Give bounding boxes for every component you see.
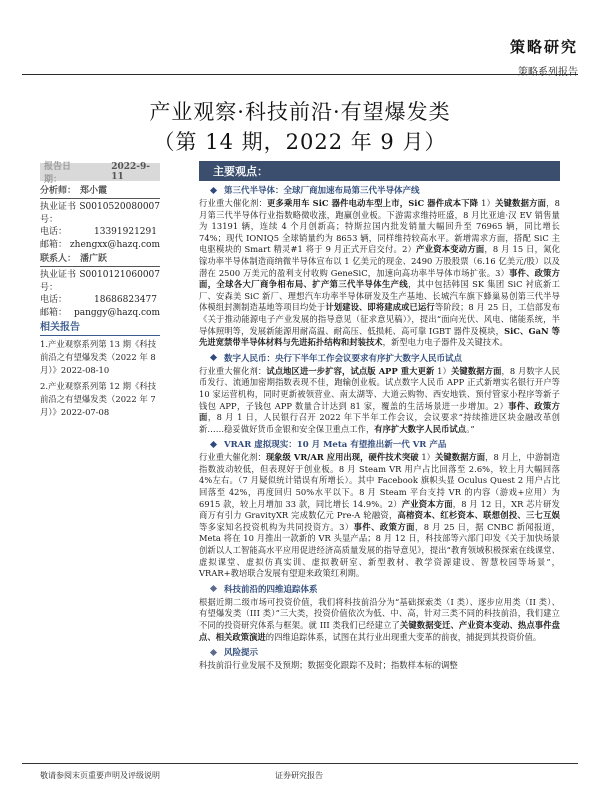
footer-divider bbox=[22, 763, 578, 764]
section-paragraph: 科技前沿行业发展不及预期；数据变化跟踪不及时；指数样本标的调整 bbox=[199, 660, 458, 671]
analyst-heading bbox=[40, 185, 160, 197]
analyst-email-label: 邮箱： bbox=[40, 239, 68, 250]
analyst-phone: 13391921291 bbox=[94, 227, 157, 238]
brand-title: 策略研究 bbox=[509, 38, 578, 56]
contact-phone-label: 电话： bbox=[40, 295, 68, 306]
contact-email-label: 邮箱： bbox=[40, 307, 68, 318]
section-title: 科技前沿的四维追踪体系 bbox=[224, 584, 318, 595]
contact-role: 联系人： bbox=[40, 254, 77, 265]
contact-cert-label: 执业证书号： bbox=[40, 270, 77, 293]
section-title: 风险提示 bbox=[224, 648, 259, 659]
analyst-divider bbox=[40, 198, 160, 199]
contact-phone-row bbox=[40, 294, 160, 306]
analyst-cert: S0010520080007 bbox=[79, 202, 160, 213]
report-header-brand bbox=[510, 36, 578, 78]
related-report-item[interactable]: 1.产业观察系列第 13 期《科技前沿之有望爆发类（2022 年 8 月）》2022-08-10 bbox=[40, 339, 157, 376]
section-paragraph: 根据近期二级市场可投资价值，我们将科技前沿分为“基础探索类（I 类）、逐步应用类（II 类）、有望爆发类（III 类）”三大类，投资价值依次为低、中、高，针对三类不同的科技前沿，我们建立不同的投资研究体系与框架。就 III 类我们已经建立了关键数据变迁、产业资本变动、热点事件盘点、相关政策演进的四维追踪体系，试图在其行业出现重大变革的前夜，捕捉到其投资价值。 bbox=[199, 596, 560, 642]
analyst-email[interactable]: zhengxx@hazq.com bbox=[69, 239, 160, 250]
report-date-bar bbox=[40, 162, 160, 185]
analyst-phone-row bbox=[40, 226, 160, 238]
analyst-email-row bbox=[40, 239, 160, 251]
section-paragraph: 行业重大催化剂：更多乘用车 SiC 器件电动车型上市，SiC 器件成本下降 1）关键数据方面，8 月第三代半导体行业指数略微收涨，跑赢创业板。下游需求维持旺盛，8 月比亚迪·汉 EV 销售量为 13191 辆，连续 4 个月创新高；特斯拉国内批发销量大幅回升至 76965 辆，同比增长 74%；现代 IONIQ5 全球销量约为 8653 辆，同样维持较高水平。新增需求方面，搭配 SiC 主电驱模块的 Smart 精灵#1 将于 9 月正式开启交付。2）产业资本变动方面，8 月 15 日，氮化镓功率半导体制造商纳微半导体宣布以 1 亿美元的现金、2490 万股股票（6.16 亿美元/股）以及潜在 2500 万美元的盈利支付收购 GeneSiC，加速向高功率半导体市场扩张。3）事件、政策方面，全球各大厂商争相布局、扩产第三代半导体生产线，其中包括韩国 SK 集团 SiC 衬底新工厂、安森美 SiC 新厂、理想汽车功率半导体研发及生产基地、长城汽车旗下蜂巢易创第三代半导体模组封测制造基地等项目均处于计划建设、即将建成或已运行等阶段；8 月 25 日，工信部发布《关于推动能源电子产业发展的指导意见（征求意见稿）》，提出“面向光伏、风电、储能系统，半导体照明等，发展新能源用耐高温、耐高压、低损耗、高可靠 IGBT 器件及模块，SiC、GaN 等先进宽禁带半导体材料与先进拓扑结构和封装技术，新型电力电子器件及关键技术。 bbox=[199, 198, 561, 348]
contact-cert-row bbox=[40, 269, 160, 294]
contact-phone: 18686823477 bbox=[94, 295, 157, 306]
header-divider bbox=[22, 74, 578, 75]
brand-subtitle: 策略系列报告 bbox=[518, 67, 578, 78]
analyst-info bbox=[40, 185, 160, 319]
section-title: 数字人民币：央行下半年工作会议要求有序扩大数字人民币试点 bbox=[224, 353, 463, 364]
summary-header-bar: 主要观点： bbox=[199, 161, 560, 181]
report-issue: （第 14 期，2022 年 9 月） bbox=[153, 130, 447, 154]
diamond-bullet-icon bbox=[210, 585, 217, 592]
diamond-bullet-icon bbox=[210, 649, 217, 656]
contact-name: 潘广跃 bbox=[80, 254, 108, 265]
footer-disclaimer: 敬请参阅末页重要声明及评级说明 bbox=[40, 771, 160, 780]
section-heading-vrar bbox=[211, 438, 560, 450]
analyst-name: 郑小霞 bbox=[80, 186, 108, 196]
diamond-bullet-icon bbox=[210, 186, 217, 193]
diamond-bullet-icon bbox=[210, 354, 217, 361]
report-date-value: 2022-9-11 bbox=[111, 162, 151, 182]
contact-heading bbox=[40, 253, 160, 265]
contact-email[interactable]: panggy@hazq.com bbox=[73, 307, 160, 318]
analyst-phone-label: 电话： bbox=[40, 227, 68, 238]
section-heading-semiconductor bbox=[211, 184, 560, 196]
section-title: 第三代半导体：全球厂商加速布局第三代半导体产线 bbox=[224, 186, 420, 196]
related-reports-heading: 相关报告 bbox=[40, 318, 160, 336]
section-paragraph: 行业重大催化剂：现象级 VR/AR 应用出现，硬件技术突破 1）关键数据方面，8 月上，中游制造指数波动较低，但表现好于创业板。8 月 Steam VR 用户占比回落至 2.6%，较上月大幅回落 4%左右。（7 月疑似统计错误有所增长）。其中 Facebook 旗帜头显 Oculus Quest 2 用户占比回落至 42%，再度回归 50%水平以下。8 月 Steam 平台支持 VR 的内容（游戏+应用）为 6915 款，较上月增加 33 款，同比增长 14.9%。2）产业资本方面，8 月 12 日，XR 芯片研发商万有引力 GravityXR 完成数亿元 Pre-A 轮融资，高榕资本、红杉资本、联想创投、三七互娱等多家知名投资机构为共同投资方。3）事件、政策方面，8 月 25 日，据 CNBC 新闻报道，Meta 将在 10 月推出一款新的 VR 头显产品；8 月 12 日，科技部等六部门印发《关于加快场景创新以人工智能高水平应用促进经济高质量发展的指导意见》，提出“教育领域积极探索在线课堂、虚拟课堂、虚拟仿真实训、虚拟教研室、新型教材、教学资源建设、智慧校园等场景”，VRAR+教培联合发展有望迎来政策红利期。 bbox=[199, 452, 560, 579]
section-heading-risk bbox=[211, 646, 560, 658]
related-report-item[interactable]: 2.产业观察系列第 12 期《科技前沿之有望爆发类（2022 年 7 月）》2022-07-08 bbox=[40, 380, 157, 418]
related-reports bbox=[40, 318, 160, 419]
analyst-role: 分析师： bbox=[40, 186, 77, 196]
report-title: 产业观察·科技前沿·有望爆发类 bbox=[149, 100, 451, 124]
diamond-bullet-icon bbox=[210, 441, 217, 448]
footer-label: 证券研究报告 bbox=[275, 771, 323, 780]
analyst-cert-label: 执业证书号： bbox=[40, 202, 77, 225]
main-content bbox=[199, 161, 560, 672]
contact-divider bbox=[40, 266, 160, 267]
section-heading-tracking-system bbox=[211, 583, 560, 595]
analyst-sidebar bbox=[40, 163, 160, 319]
report-date-label: 报告日期： bbox=[44, 162, 72, 185]
section-heading-digital-rmb bbox=[211, 352, 560, 364]
section-paragraph: 行业重大催化剂：试点地区进一步扩容，试点版 APP 重大更新 1）关键数据方面，8 月数字人民币发行、流通加密期指数表现不佳，跑输创业板。试点数字人民币 APP 正式新增实名银行开户等 10 家运营机构，同时更新被领营业、南太湖等、大道云购物、西安地铁、预付管家小程序等新子钱包 APP，子钱包 APP 数量合计达到 81 家，覆盖的生活场景进一步增加。2）事件、政策方面，8 月 1 日，人民银行召开 2022 年下半年工作会议，会议要求“持续推进区块金融改革创新……稳妥做好货币金银和安全保卫重点工作，有序扩大数字人民币试点。” bbox=[199, 365, 560, 434]
section-title: VRAR 虚拟现实：10 月 Meta 有望推出新一代 VR 产品 bbox=[224, 440, 447, 451]
analyst-cert-row bbox=[40, 201, 160, 226]
contact-cert: S0010121060007 bbox=[79, 270, 160, 281]
